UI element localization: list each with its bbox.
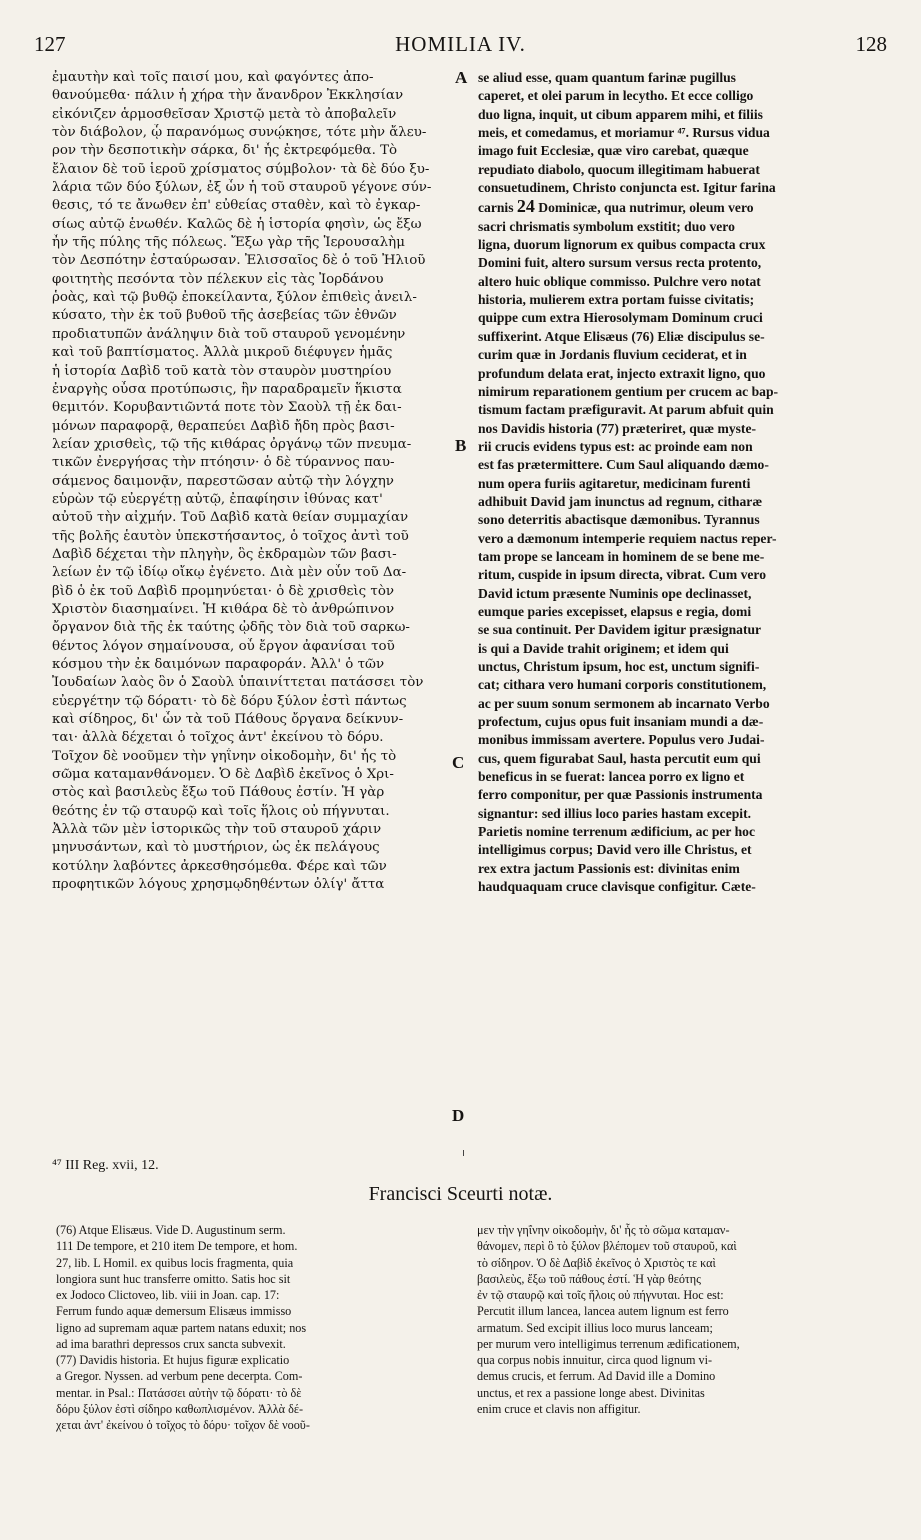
latin-text-line: meis, et comedamus, et moriamur ⁴⁷. Rursus vidua xyxy=(478,125,770,141)
greek-text-line: Τοῖχον δὲ νοοῦμεν τὴν γηΐνην οἰκοδομὴν, δι' ἧς τὸ xyxy=(52,748,397,764)
greek-text-line: θεσις, τό τε ἄνωθεν ἐπ' εὐθείας σταθὲν, καὶ τὸ ἐγκαρ- xyxy=(52,198,421,214)
note-line: qua corpus nobis innuitur, circa quod lignum vi- xyxy=(477,1353,713,1367)
greek-text-line: καὶ σίδηρος, δι' ὧν τὰ τοῦ Πάθους ὄργανα δείκνυν- xyxy=(52,712,404,728)
latin-text-line: ac per suum sonum sermonem ab incarnato Verbo xyxy=(478,695,770,711)
latin-text-line: adhibuit David jam inunctus ad regnum, citharæ xyxy=(478,493,763,509)
latin-text-line: haudquaquam cruce clavisque configitur. Cæte- xyxy=(478,879,756,895)
greek-text-line: προφητικῶν λόγους χρησμῳδηθέντων ὀλίγ' ἄττα xyxy=(52,877,385,893)
note-line: Percutit illum lancea, lancea autem lignum est ferro xyxy=(477,1304,729,1319)
greek-text-line: τὸν Δεσπότην ἐσταύρωσαν. Ἐλισσαῖος δὲ ὁ τοῦ Ἠλιοῦ xyxy=(52,253,426,269)
latin-text-line: monibus immissam avertere. Populus vero Judai- xyxy=(478,732,765,748)
greek-text-line: μηνυσάντων, καὶ τὸ μυστήριον, ὡς ἐκ πελάγους xyxy=(52,840,380,856)
greek-text-line: θεότης ἐν τῷ σταυρῷ καὶ τοῖς ἥλοις οὐ πήγνυται. xyxy=(52,803,390,819)
page-number-left: 127 xyxy=(34,32,66,56)
greek-text-line: κόσμου τὴν ἐκ δαιμόνων παραφοράν. Ἀλλ' ὁ τῶν xyxy=(52,657,385,672)
greek-text-line: μόνων παραφορᾷ, θεραπεύει Δαβὶδ ἤδη πρὸς βασι- xyxy=(52,418,395,434)
latin-text-line: curim quæ in Jordanis fluvium ceciderat, et in xyxy=(478,347,747,363)
latin-text-line: quippe cum extra Hierosolymam Dominum cruci xyxy=(478,310,763,326)
greek-text-line: ἔλαιον δὲ τοῦ ἱεροῦ χρίσματος σύμβολον· τὰ δὲ δύο ξυ- xyxy=(52,161,430,177)
greek-text-line: καὶ τοῦ βαπτίσματος. Ἀλλὰ μικροῦ διέφυγεν ἡμᾶς xyxy=(52,345,393,361)
page-break-marker: 24 xyxy=(516,197,535,217)
latin-text-line: sacri chrismatis symbolum exstitit; duo vero xyxy=(478,218,735,234)
latin-text-line: rex extra jactum Passionis est: divinitas enim xyxy=(478,860,740,876)
greek-text-line: σῶμα καταμανθάνομεν. Ὁ δὲ Δαβὶδ ἐκεῖνος ὁ Χρι- xyxy=(52,767,394,783)
greek-text-line: σίως αὐτῷ ἑνωθέν. Καλῶς δὲ ἡ ἱστορία φησὶν, ὡς ἔξω xyxy=(52,216,422,232)
latin-text-line: num opera furiis agitaretur, medicinam furenti xyxy=(478,475,751,491)
latin-text-line: Domini fuit, altero sursum versus recta protento, xyxy=(478,255,762,271)
latin-text-line: tam prope se lanceam in hominem de se bene me- xyxy=(478,548,765,564)
greek-text-line: φοιτητὴς πεσόντα τὸν πέλεκυν εἰς τὰς Ἰορδάνου xyxy=(52,271,384,287)
latin-text-line: sono deterritis abactisque dæmonibus. Tyrannus xyxy=(478,512,760,528)
footnote: ⁴⁷ III Reg. xvii, 12. xyxy=(52,1158,159,1173)
note-line: enim cruce et clavis non affigitur. xyxy=(477,1401,641,1416)
latin-text-line: repudiato diabolo, quocum illegitimam habuerat xyxy=(478,161,760,177)
note-line: unctus, et rex a passione longe abest. Divinitas xyxy=(477,1385,705,1400)
greek-text-line: τικῶν ἐνεργήσας τὴν πτόησιν· ὁ δὲ τύραννος παυ- xyxy=(52,455,395,471)
note-line: ἐν τῷ σταυρῷ καὶ τοῖς ἥλοις οὐ πήγνυται. Hoc est: xyxy=(477,1288,724,1302)
notes-left-column xyxy=(56,1222,451,1433)
latin-text-line: altero huic oblique commisso. Pulchre vero notat xyxy=(478,273,761,289)
greek-text-line: ἡ ἱστορία Δαβὶδ τοῦ κατὰ τὸν σταυρὸν μυστηρίου xyxy=(52,363,392,379)
note-line: (77) Davidis historia. Et hujus figuræ explicatio xyxy=(56,1353,290,1367)
latin-text-line: ligna, duorum lignorum ex quibus compacta crux xyxy=(478,237,766,253)
greek-text-line: ρον τὴν δεσποτικὴν σάρκα, δι' ἧς ἐκτρεφόμεθα. Τὸ xyxy=(52,143,398,159)
latin-text-line: consuetudinem, Christo conjuncta est. Igitur farina xyxy=(478,180,776,196)
latin-text-line: ritum, cuspide in ipsum directa, vibrat. Cum vero xyxy=(478,567,766,583)
note-line: θάνομεν, περὶ ὃ τὸ ξύλον βλέπομεν τοῦ σταυροῦ, καὶ xyxy=(477,1239,737,1254)
greek-text-line: ἦν τῆς πύλης τῆς πόλεως. Ἔξω γὰρ τῆς Ἱερουσαλὴμ xyxy=(52,235,405,251)
latin-text-line: historia, mulierem extra portam fuisse civitatis; xyxy=(478,292,755,308)
latin-text-line: nos Davidis historia (77) præteriret, quæ myste- xyxy=(478,420,757,436)
note-line: demus crucis, et ferrum. Ad David ille a Domino xyxy=(477,1369,716,1384)
latin-text-line: David ictum præsente Numinis ope declinasset, xyxy=(478,585,752,601)
latin-text-line: vero a dæmonum intemperie requiem nactus reper- xyxy=(478,530,777,546)
latin-text-line: profectum, cujus opus fuit insaniam mundi a dæ- xyxy=(478,714,764,730)
page-number-right: 128 xyxy=(855,32,887,56)
greek-text-line: ἐμαυτὴν καὶ τοῖς παισί μου, καὶ φαγόντες ἀπο- xyxy=(52,70,374,85)
greek-text-line: λείων ἐν τῷ ἰδίῳ οἴκῳ ἐγένετο. Διὰ μὲν οὖν τοῦ Δα- xyxy=(52,565,407,581)
note-line: mentar. in Psal.: Πατάσσει αὐτὴν τῷ δόρατι· τὸ δὲ xyxy=(56,1385,302,1400)
latin-text-column xyxy=(478,69,883,1141)
note-line: ligno ad supremam aquæ partem natans eduxit; nos xyxy=(56,1320,307,1335)
note-line: μεν τὴν γηΐνην οἰκοδομὴν, δι' ἧς τὸ σῶμα καταμαν- xyxy=(477,1223,730,1237)
greek-text-line: λάρια τῶν δύο ξύλων, ἐξ ὧν ἡ τοῦ σταυροῦ γέγονε σύν- xyxy=(52,180,432,196)
note-line: (76) Atque Elisæus. Vide D. Augustinum serm. xyxy=(56,1223,286,1237)
greek-text-line: κοτύλην λαβόντες ἀρκεσθησόμεθα. Φέρε καὶ τῶν xyxy=(52,858,387,874)
greek-text-line: τὸν διάβολον, ᾧ παρανόμως συνῴκησε, τότε μὴν ἄλευ- xyxy=(52,125,427,141)
latin-text-line: carnis 24 Dominicæ, qua nutrimur, oleum vero xyxy=(478,197,754,217)
greek-text-line: βὶδ ὁ ἐκ τοῦ Δαβὶδ προμηνύεται· ὁ δὲ χρισθεὶς τὸν xyxy=(52,583,395,599)
latin-text-line: cat; cithara vero humani corporis constitutionem, xyxy=(478,677,767,693)
greek-text-line: ἐναργὴς οὖσα προτύπωσις, ἣν παραδραμεῖν ἥκιστα xyxy=(52,381,402,397)
greek-text-line: θανούμεθα· πάλιν ἡ χήρα τὴν ἄνανδρον Ἐκκλησίαν xyxy=(52,88,404,104)
note-line: per murum vero intelligimus terrenum ædificationem, xyxy=(477,1336,740,1351)
greek-text-line: αὐτοῦ τὴν αἰχμήν. Τοῦ Δαβὶδ κατὰ θείαν συμμαχίαν xyxy=(52,510,409,526)
greek-text-line: εὑρὼν τῷ εὐεργέτῃ αὐτῷ, ἐπαφίησιν ἰθύνας κατ' xyxy=(52,491,383,507)
margin-letter-a: A xyxy=(455,68,468,87)
note-line: a Gregor. Nyssen. ad verbum pene decerpta. Com- xyxy=(56,1369,303,1384)
note-line: armatum. Sed excipit illius loco murus lanceam; xyxy=(477,1320,713,1335)
greek-text-line: στὸς καὶ βασιλεὺς ἔξω τοῦ Πάθους ἐστίν. Ἡ γὰρ xyxy=(52,785,385,801)
latin-text-line: rii crucis evidens typus est: ac proinde eam non xyxy=(478,438,753,454)
note-line: ad ima barathri depressos crux sancta subvexit. xyxy=(56,1336,286,1351)
greek-text-line: εἰκόνιζεν ἁρμοσθεῖσαν Χριστῷ μετὰ τὸ ἀποβαλεῖν xyxy=(52,106,397,122)
notes-right-column xyxy=(477,1222,877,1417)
greek-text-line: κύσατο, τὴν ἐκ τοῦ βυθοῦ τῆς ἀσεβείας τῶν ἐθνῶν xyxy=(52,308,397,324)
greek-text-line: προδιατυπῶν ἀνάληψιν διὰ τοῦ σταυροῦ γενομένην xyxy=(52,326,406,342)
latin-text-line: is qui a Davide trahit originem; et idem qui xyxy=(478,640,729,656)
note-line: longiora sunt huc transferre omitto. Satis hoc sit xyxy=(56,1271,291,1286)
latin-text-line: imago fuit Ecclesiæ, quæ viro carebat, quæque xyxy=(478,143,749,159)
latin-text-line: profundum delata erat, injecto extraxit ligno, quo xyxy=(478,365,766,381)
latin-text-line: tismum factam præfiguravit. At parum abfuit quin xyxy=(478,402,774,418)
greek-text-line: Ἰουδαίων λαὸς ὃν ὁ Σαοὺλ ὑπαινίττεται πατάσσει τὸν xyxy=(52,675,424,691)
latin-text-line: est fas prætermittere. Cum Saul aliquando dæmo- xyxy=(478,457,769,473)
greek-text-line: θέντος λόγον σημαίνουσα, οὗ ἔργον ἀφανίσαι τοῦ xyxy=(52,638,395,654)
running-header xyxy=(34,32,887,62)
greek-text-line: εὐεργέτην τῷ δόρατι· τὸ δὲ δόρυ ξύλον ἐστὶ πάντως xyxy=(52,693,407,709)
latin-text-line: cus, quem figurabat Saul, hasta percutit eum qui xyxy=(478,750,761,766)
greek-text-line: σάμενος δαιμονᾷν, παρεστῶσαν αὐτῷ τὴν λόγχην xyxy=(52,473,394,489)
latin-text-line: signantur: sed illius loco paries hastam excepit. xyxy=(478,805,752,821)
note-line: 27, lib. L Homil. ex quibus locis fragmenta, quia xyxy=(56,1255,294,1270)
note-line: δόρυ ξύλον ἐστὶ σίδηρο καθωπλισμένον. Ἀλλὰ δέ- xyxy=(56,1401,303,1416)
latin-text-line: unctus, Christum ipsum, hoc est, unctum signifi- xyxy=(478,659,760,674)
note-line: ex Jodoco Clictoveo, lib. viii in Joan. cap. 17: xyxy=(56,1288,280,1302)
margin-letter-c: C xyxy=(452,753,465,772)
latin-text-line: beneficus in se fuerat: lancea porro ex ligno et xyxy=(478,769,745,785)
greek-text-line: ται· ἀλλὰ δέχεται ὁ τοῖχος ἀντ' ἐκείνου τὸ δόρυ. xyxy=(52,730,384,746)
latin-text-line: duo ligna, inquit, ut cibum apparem mihi, et filiis xyxy=(478,106,763,122)
greek-text-line: Δαβὶδ δέχεται τὴν πληγὴν, ὃς ἐκδραμὼν τῶν βασι- xyxy=(52,546,397,562)
latin-text-line: se aliud esse, quam quantum farinæ pugillus xyxy=(478,70,736,85)
latin-text-line: ferro componitur, per quæ Passionis instrumenta xyxy=(478,787,763,803)
latin-text-line: nimirum reparationem gentium per crucem ac bap- xyxy=(478,383,779,399)
greek-text-line: θεμιτόν. Κορυβαντιῶντά ποτε τὸν Σαοὺλ τῇ ἐκ δαι- xyxy=(52,400,402,416)
greek-text-line: τῆς βολῆς ἑαυτὸν ὑπεκστήσαντος, ὁ τοῖχος ἀντὶ τοῦ xyxy=(52,528,409,544)
running-title: HOMILIA IV. xyxy=(395,32,526,56)
note-line: Ferrum fundo aquæ demersum Elisæus immisso xyxy=(56,1304,292,1319)
margin-letter-b: B xyxy=(455,436,467,455)
greek-text-line: λείαν χρισθεὶς, τῷ τῆς κιθάρας ὀργάνῳ τῶν πνευμα- xyxy=(52,436,412,452)
note-line: 111 De tempore, et 210 item De tempore, et hom. xyxy=(56,1239,298,1254)
greek-text-line: Χριστὸν διασημαίνει. Ἡ κιθάρα δὲ τὸ ἀνθρώπινον xyxy=(52,601,395,617)
latin-text-line: Parietis nomine terrenum ædificium, ac per hoc xyxy=(478,824,755,840)
greek-text-line: Ἀλλὰ τῶν μὲν ἱστορικῶς τὴν τοῦ σταυροῦ χάριν xyxy=(52,822,382,838)
note-line: τὸ σίδηρον. Ὁ δὲ Δαβὶδ ἐκεῖνος ὁ Χριστὸς τε καὶ xyxy=(477,1255,716,1270)
latin-text-line: suffixerint. Atque Elisæus (76) Eliæ discipulus se- xyxy=(478,328,765,344)
latin-text-line: caperet, et olei parum in lecytho. Et ecce colligo xyxy=(478,88,754,104)
latin-text-line: intelligimus corpus; David vero ille Christus, et xyxy=(478,842,752,858)
margin-letter-d: D xyxy=(452,1106,465,1125)
latin-text-line: eumque paries excepisset, elapsus e regia, domi xyxy=(478,603,752,619)
greek-text-column xyxy=(52,69,447,1141)
note-line: βασιλεὺς, ἔξω τοῦ πάθους ἐστί. Ἡ γὰρ θεότης xyxy=(477,1271,702,1286)
greek-text-line: ῥοὰς, καὶ τῷ βυθῷ ἐποκείλαντα, ξύλον ἐπιθεὶς ἀνειλ- xyxy=(52,290,417,306)
note-line: χεται ἀντ' ἐκείνου ὁ τοῖχος τὸ δόρυ· τοῖχον δὲ νοοῦ- xyxy=(56,1418,310,1432)
greek-text-line: ὄργανον διὰ τῆς ἐκ ταύτης ᾠδῆς τὸν διὰ τοῦ σαρκω- xyxy=(52,620,410,636)
notes-title: Francisci Sceurti notæ. xyxy=(368,1183,553,1205)
column-divider-tick xyxy=(463,1150,464,1156)
latin-text-line: se sua continuit. Per Davidem igitur præsignatur xyxy=(478,622,762,638)
